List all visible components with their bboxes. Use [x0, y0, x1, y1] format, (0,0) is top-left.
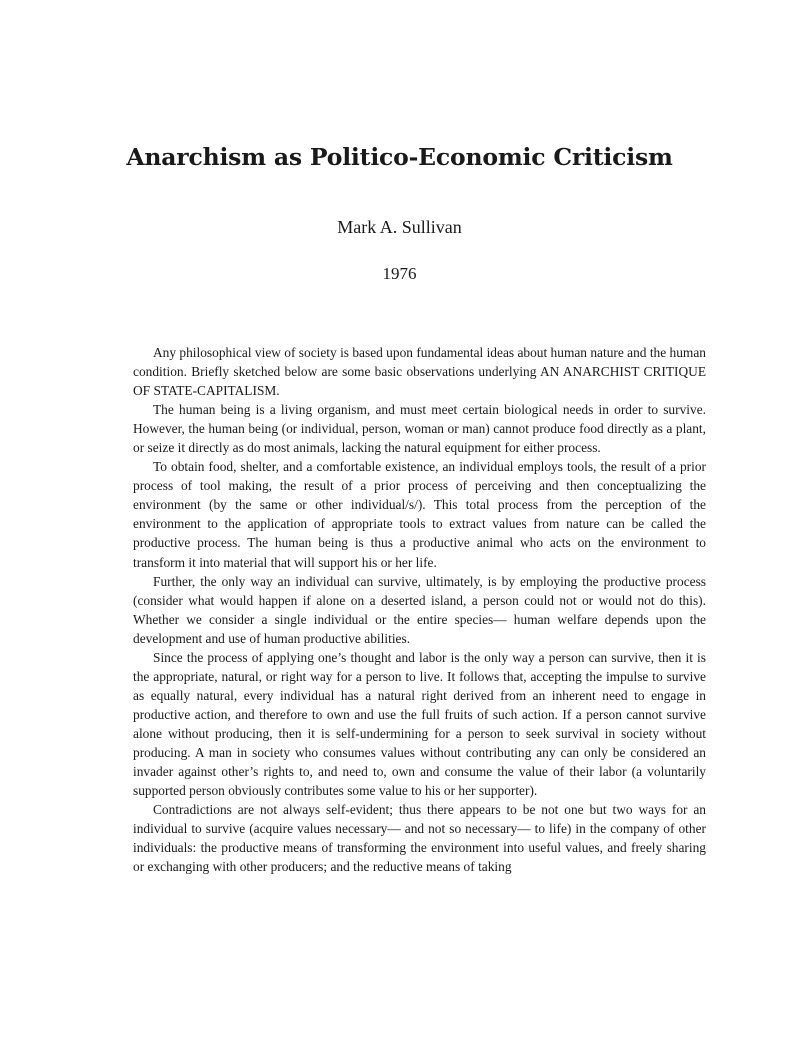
body-text [133, 343, 706, 876]
paragraph: The human being is a living organism, and must meet certain biological needs in order to survive. However, the human being (or individual, person, woman or man) cannot produce food directly as a plant, or seize it directly as do most animals, lacking the natural equipment for either process. [133, 402, 706, 456]
paragraph: Contradictions are not always self-evident; thus there appears to be not one but two ways for an individual to survive (acquire values necessary— and not so necessary— to life) in the company of other individuals: the productive means of transforming the environment into useful values, and freely sharing or exchanging with other producers; and the reductive means of taking [133, 802, 706, 875]
paragraph: To obtain food, shelter, and a comfortable existence, an individual employs tools, the result of a prior process of tool making, the result of a prior process of perceiving and then conceptualizing the environment (by the same or other individual/s/). This total process from the perception of the environment to the application of appropriate tools to extract values from nature can be called the productive process. The human being is thus a productive animal who acts on the environment to transform it into material that will support his or her life. [133, 459, 706, 570]
publication-year: 1976 [382, 264, 417, 283]
paragraph: Since the process of applying one’s thought and labor is the only way a person can survive, then it is the appropriate, natural, or right way for a person to live. It follows that, accepting the impulse to survive as equally natural, every individual has a natural right derived from an inherent need to engage in productive action, and therefore to own and use the full fruits of such action. If a person cannot survive alone without producing, then it is self-undermining for a person to seek survival in society without producing. A man in society who consumes values without contributing any can only be considered an invader against other’s rights to, and need to, own and consume the value of their labor (a voluntarily supported person obviously contributes some value to his or her supporter). [133, 649, 706, 799]
paragraph: Further, the only way an individual can survive, ultimately, is by employing the productive process (consider what would happen if alone on a deserted island, a person could not or would not do this). Whether we consider a single individual or the entire species— human welfare depends upon the development and use of human productive abilities. [133, 573, 706, 646]
paragraph: Any philosophical view of society is based upon fundamental ideas about human nature and the human condition. Briefly sketched below are some basic observations underlying AN ANARCHIST CRITIQUE OF STATE-CAPITALISM. [133, 345, 706, 399]
author-name: Mark A. Sullivan [337, 217, 462, 237]
page-title: Anarchism as Politico-Economic Criticism [126, 143, 673, 171]
